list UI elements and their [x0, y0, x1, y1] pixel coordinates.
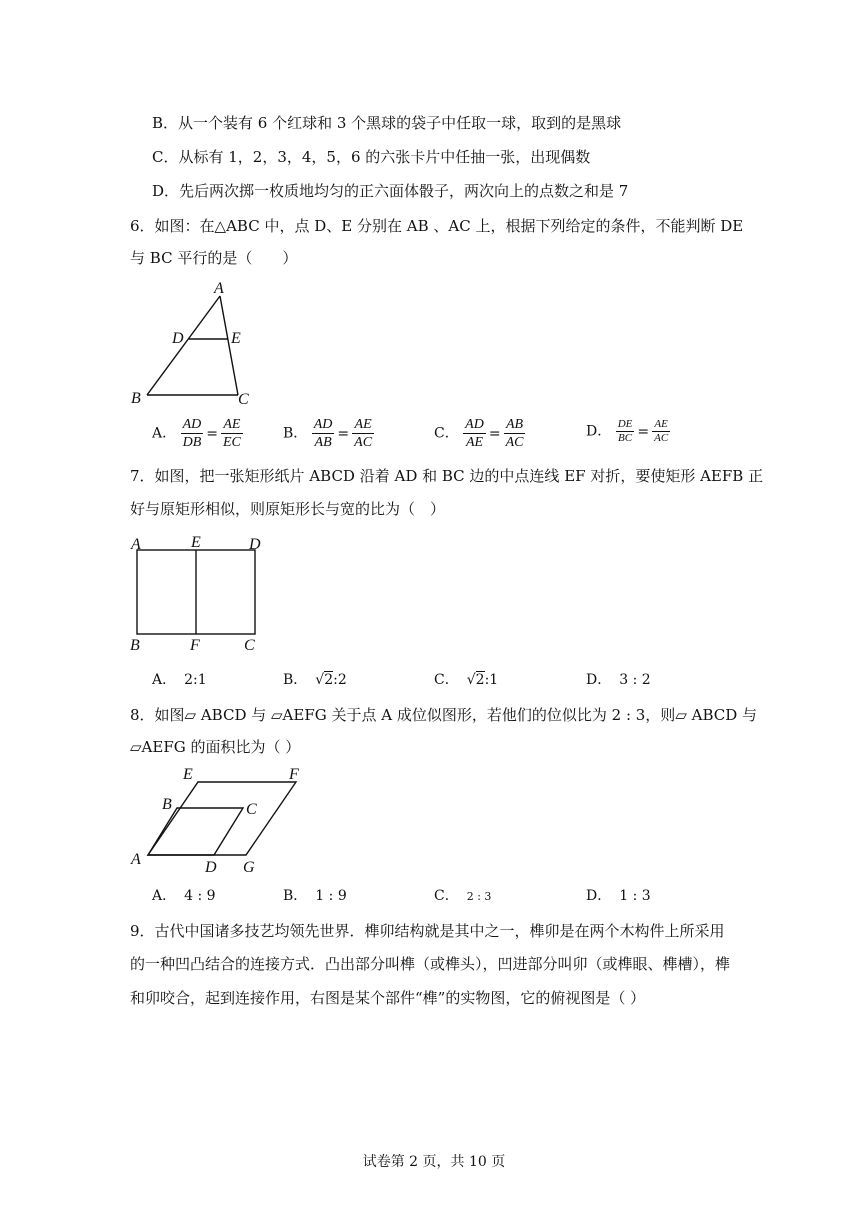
label-c: C — [238, 391, 249, 408]
q8-parallelogram-figure — [125, 762, 315, 878]
q8-option-d: D． 1 : 3 — [586, 888, 651, 904]
q8-stem-line2: ▱AEFG 的面积比为（ ） — [130, 738, 301, 756]
q7-stem-line2: 好与原矩形相似，则原矩形长与宽的比为（ ） — [130, 500, 446, 518]
label-g: G — [243, 859, 255, 876]
label-f: F — [289, 766, 299, 783]
fraction: $\frac{AB}{AC}$ — [505, 417, 524, 450]
label-a: A — [131, 851, 141, 868]
q7-option-d: D． 3 : 2 — [586, 672, 651, 688]
label-b: B — [131, 390, 141, 407]
q8-option-b: B． 1 : 9 — [283, 888, 347, 904]
q8-stem-line1: 8．如图▱ ABCD 与 ▱AEFG 关于点 A 成位似图形，若他们的位似比为 2 : 3，则▱ ABCD 与 — [130, 706, 758, 724]
q6-triangle-figure — [120, 278, 270, 410]
q6-stem-line2: 与 BC 平行的是（ ） — [130, 249, 298, 267]
label-f: F — [190, 637, 200, 654]
parallelogram-abcd — [148, 808, 243, 855]
q6-stem-line1: 6．如图：在△ABC 中，点 D、E 分别在 AB 、AC 上，根据下列给定的条件，不能判断 DE — [130, 217, 744, 235]
q7-rectangle-figure — [125, 530, 275, 656]
q9-stem-line3: 和卯咬合，起到连接作用，右图是某个部件“榫”的实物图，它的俯视图是（ ） — [130, 989, 646, 1007]
label-e: E — [231, 330, 241, 347]
q6-option-d: D． $\frac{DE}{BC}$ = $\frac{AE}{AC}$ — [586, 418, 669, 444]
label-d: D — [205, 859, 217, 876]
q7-stem-line1: 7．如图，把一张矩形纸片 ABCD 沿着 AD 和 BC 边的中点连线 EF 对折，要使矩形 AEFB 正 — [130, 467, 764, 485]
label-c: C — [244, 637, 255, 654]
q8-option-c: C． 2 : 3 — [434, 888, 492, 904]
label-b: B — [162, 796, 172, 813]
q6-option-a: A． $\frac{AD}{DB}$ = $\frac{AE}{EC}$ — [152, 417, 241, 450]
q6-option-b: B． $\frac{AD}{AB}$ = $\frac{AE}{AC}$ — [283, 417, 373, 450]
q7-option-b: B． √2:2 — [283, 672, 347, 688]
q9-stem-line1: 9．古代中国诸多技艺均领先世界．榫卯结构就是其中之一，榫卯是在两个木构件上所采用 — [130, 922, 725, 940]
q8-option-a: A． 4 : 9 — [152, 888, 216, 904]
fraction: $\frac{AD}{DB}$ — [182, 417, 202, 450]
fraction: $\frac{AE}{AC}$ — [354, 417, 373, 450]
q5-option-c: C．从标有 1，2，3，4，5，6 的六张卡片中任抽一张，出现偶数 — [152, 148, 591, 166]
label-a: A — [214, 280, 224, 297]
label-e: E — [183, 766, 193, 783]
q7-option-c: C． √2:1 — [434, 672, 499, 688]
fraction: $\frac{DE}{BC}$ — [617, 418, 633, 444]
q6-option-c: C． $\frac{AD}{AE}$ = $\frac{AB}{AC}$ — [434, 417, 524, 450]
q9-stem-line2: 的一种凹凸结合的连接方式．凸出部分叫榫（或榫头），凹进部分叫卯（或榫眼、榫槽），榫 — [130, 955, 731, 973]
q5-option-b: B．从一个装有 6 个红球和 3 个黑球的袋子中任取一球，取到的是黑球 — [152, 114, 622, 132]
fraction: $\frac{AE}{AC}$ — [654, 418, 669, 444]
fraction: $\frac{AE}{EC}$ — [222, 417, 241, 450]
fraction: $\frac{AD}{AB}$ — [313, 417, 333, 450]
label-c: C — [246, 801, 257, 818]
label-d: D — [172, 330, 184, 347]
label-b: B — [130, 637, 140, 654]
fraction: $\frac{AD}{AE}$ — [465, 417, 484, 450]
q7-option-a: A． 2:1 — [152, 672, 207, 688]
label-e: E — [191, 534, 201, 551]
q5-option-d: D．先后两次掷一枚质地均匀的正六面体骰子，两次向上的点数之和是 7 — [152, 182, 629, 200]
page-footer: 试卷第 2 页，共 10 页 — [362, 1154, 506, 1170]
label-d: D — [249, 536, 261, 553]
label-a: A — [131, 536, 141, 553]
